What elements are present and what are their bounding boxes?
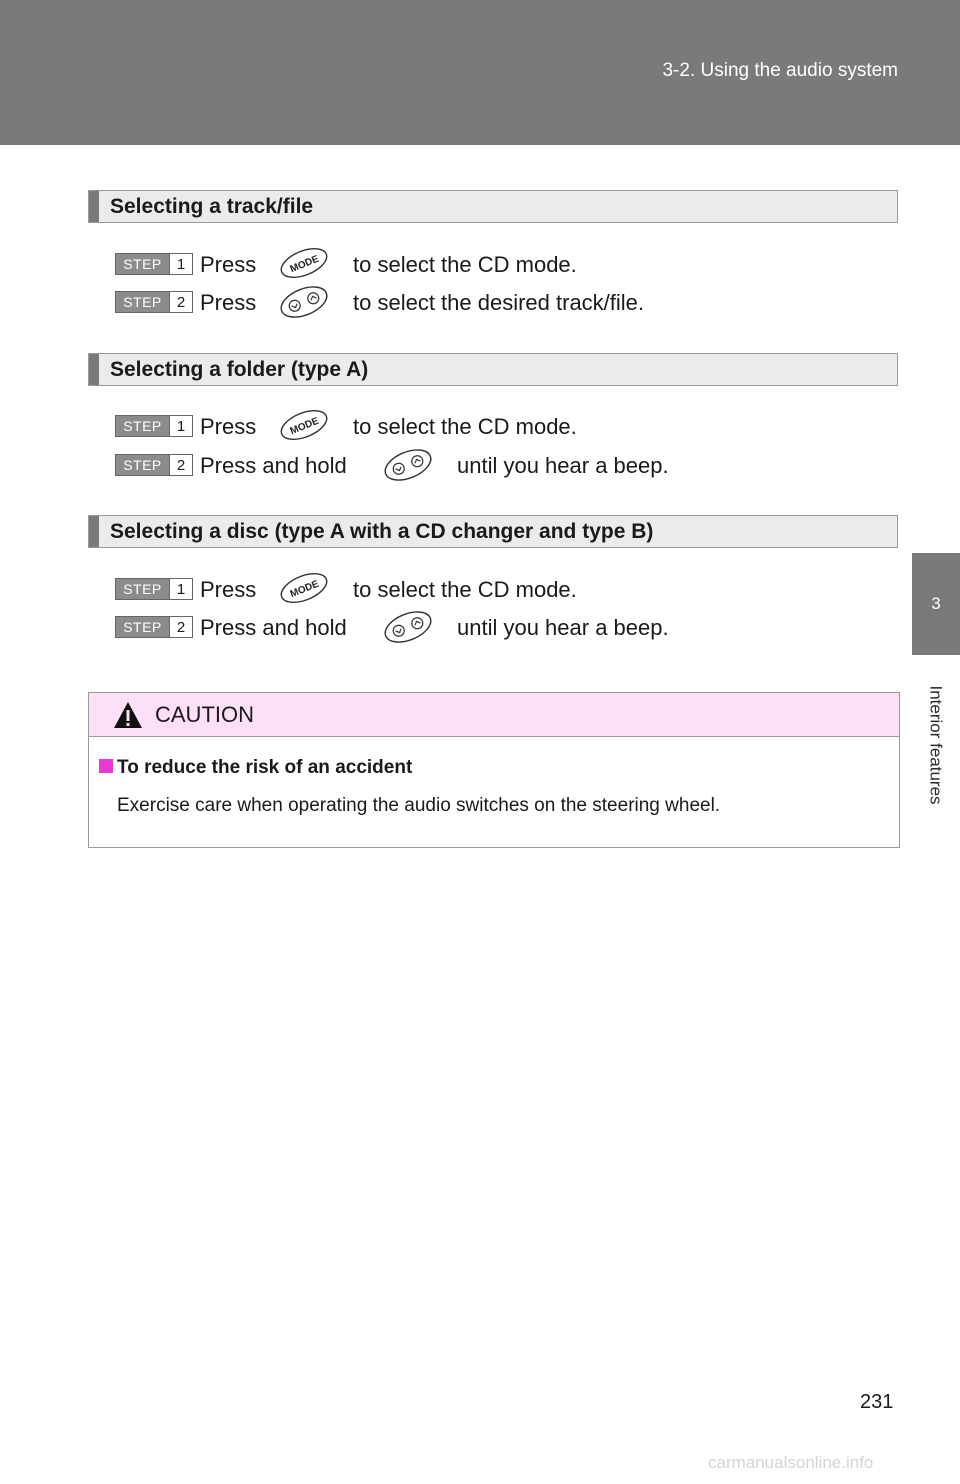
step-text-before: Press [200,414,257,439]
step-badge [115,578,193,600]
step-text-after: until you hear a beep. [457,615,669,640]
chapter-tab-label [912,655,960,835]
section-title: Selecting a track/file [110,195,314,218]
section-heading-disc [88,515,898,548]
section-title: Selecting a folder (type A) [110,358,369,381]
step-number: 1 [169,254,192,274]
step-label: STEP [116,292,169,312]
step-label: STEP [116,617,169,637]
step-text-after: to select the CD mode. [353,414,577,439]
step-badge [115,454,193,476]
step-text-before: Press [200,252,257,277]
caution-header [89,693,899,737]
step-text-before: Press [200,577,257,602]
chapter-tab-number: 3 [912,553,960,655]
section-heading-folder [88,353,898,386]
step-badge [115,253,193,275]
mode-icon-text: MODE [288,253,321,276]
step-label: STEP [116,254,169,274]
page-number: 231 [860,1391,894,1413]
chapter-tab-label-text: Interior features [927,685,946,805]
step-text-after: until you hear a beep. [457,453,669,478]
page-header [0,0,960,145]
section-title: Selecting a disc (type A with a CD changer and type B) [110,520,654,543]
watermark: carmanualsonline.info [708,1453,874,1472]
mode-icon-text: MODE [288,578,321,601]
mode-button-icon [278,408,330,442]
caution-subtitle: To reduce the risk of an accident [117,757,413,778]
step-text-before: Press and hold [200,615,347,640]
mode-icon-text: MODE [288,415,321,438]
mode-button-icon [278,246,330,280]
step-text-after: to select the CD mode. [353,577,577,602]
caution-box [88,692,900,848]
step-number: 2 [169,292,192,312]
mode-button-icon [278,571,330,605]
step-text-before: Press [200,290,257,315]
caution-title: CAUTION [155,702,254,727]
step-label: STEP [116,579,169,599]
step-label: STEP [116,455,169,475]
step-text-after: to select the desired track/file. [353,290,645,315]
step-badge [115,616,193,638]
bullet-square-icon [99,759,113,773]
section-heading-track [88,190,898,223]
step-number: 2 [169,455,192,475]
step-number: 1 [169,416,192,436]
warning-triangle-icon [113,701,143,729]
seek-button-icon [278,284,330,320]
step-number: 2 [169,617,192,637]
step-number: 1 [169,579,192,599]
seek-button-icon [382,447,434,483]
step-badge [115,291,193,313]
step-badge [115,415,193,437]
step-label: STEP [116,416,169,436]
step-text-after: to select the CD mode. [353,252,577,277]
seek-button-icon [382,609,434,645]
caution-body: Exercise care when operating the audio switches on the steering wheel. [117,795,721,816]
chapter-title: 3-2. Using the audio system [662,60,898,81]
step-text-before: Press and hold [200,453,347,478]
